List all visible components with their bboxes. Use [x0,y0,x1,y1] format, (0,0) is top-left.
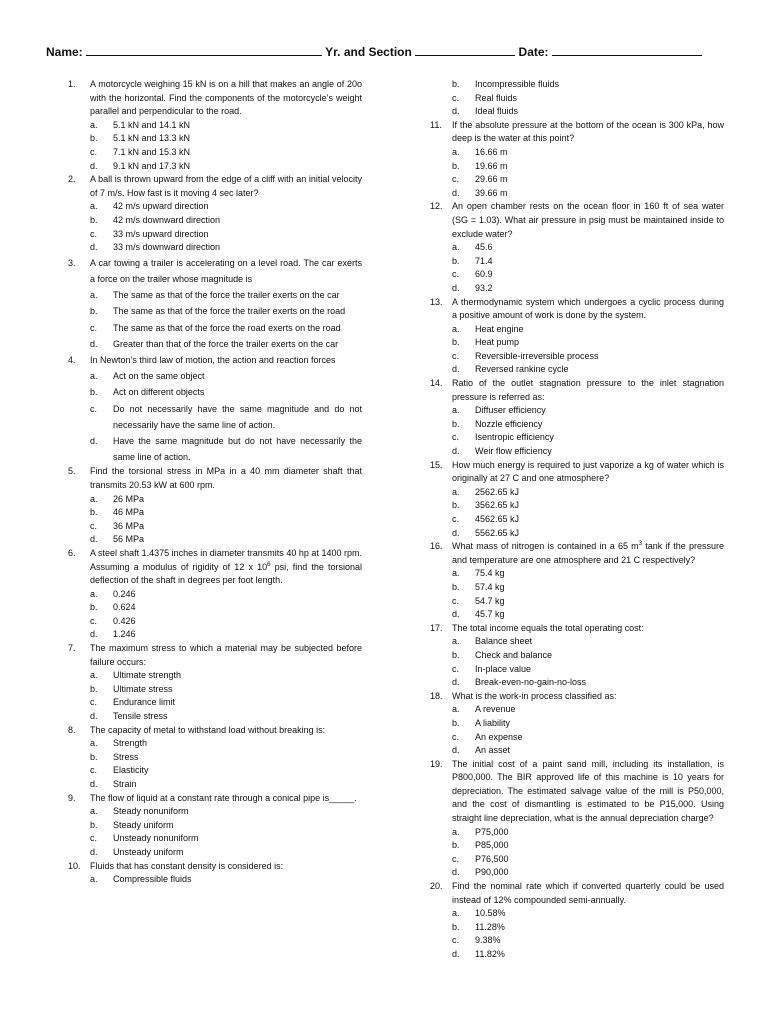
option: a. Ultimate strength [90,670,182,681]
option: c. An expense [452,731,523,742]
option: b. The same as that of the force the trailer exerts on the road [90,306,346,317]
option: a. Strength [90,738,148,749]
option: b. Heat pump [452,337,520,348]
option: c. Unsteady nonuniform [90,833,199,844]
question: 12. An open chamber rests on the ocean floor in 160 ft of sea water (SG = 1.03). What air pressure in psig must be maintained inside to exclude water? [430,201,724,239]
option: a. 75.4 kg [452,568,505,579]
question: 4. In Newton’s third law of motion, the action and reaction forces [68,354,336,365]
question: 15. How much energy is required to just vaporize a kg of water which is originally at 27 C and one atmosphere? [430,459,724,484]
option: d. 11.82% [452,949,505,959]
option: a. A revenue [452,704,516,715]
date-field[interactable] [552,44,702,56]
option: a. 26 MPa [90,493,145,504]
option: d. 93.2 [452,282,493,293]
option: c. 29.66 m [452,174,508,185]
option: c. 36 MPa [90,520,145,531]
option: c. 60.9 [452,269,493,280]
option: a. 0.246 [90,588,136,599]
option: d. Break-even-no-gain-no-loss [452,677,587,688]
option: c. Real fluids [452,92,518,103]
option: b. Ultimate stress [90,683,173,694]
option: b. Nozzle efficiency [452,418,543,429]
question: 9. The flow of liquid at a constant rate through a conical pipe is_____. [68,792,357,803]
option: a. 42 m/s upward direction [90,201,209,212]
option: a. 10.58% [452,908,506,919]
option: b. 3562.65 kJ [452,500,520,511]
option: b. A liability [452,717,511,728]
option: a. Diffuser efficiency [452,405,546,416]
option: c. In-place value [452,663,532,674]
header [46,44,726,59]
option: d. Unsteady uniform [90,846,184,857]
question: 1. A motorcycle weighing 15 kN is on a hill that makes an angle of 20o with the horizontal. Find the components of the motorcycle’s weight parallel and perpendicular to the road. [68,79,362,117]
option: b. 46 MPa [90,507,145,518]
question: 8. The capacity of metal to withstand load without breaking is: [68,724,326,735]
question: 10. Fluids that has constant density is considered is: [68,860,284,871]
option: d. Reversed rankine cycle [452,364,569,375]
option: c. 54.7 kg [452,595,505,606]
option: b. P85,000 [452,840,509,851]
option: c. The same as that of the force the road exerts on the road [90,322,341,333]
left-column [68,78,362,887]
option: a. Act on the same object [90,371,205,382]
option: d. 45.7 kg [452,609,505,620]
option: a. 2562.65 kJ [452,486,520,497]
option: d. Tensile stress [90,711,168,722]
option: a. 5.1 kN and 14.1 kN [90,119,191,130]
question: 16. What mass of nitrogen is contained in a 65 $m^3$ tank if the pressure and temperature are one atmosphere and 21 C respectively? [430,541,724,565]
name-label: Name: [46,45,83,59]
option: b. Incompressible fluids [452,79,560,89]
option: b. 19.66 m [452,160,508,171]
option: c. Endurance limit [90,697,176,708]
option: a. Heat engine [452,323,524,334]
yr-section-label: Yr. and Section [325,45,412,59]
option: c. Elasticity [90,765,149,776]
right-column [430,78,724,962]
option: c. Reversible-irreversible process [452,350,599,361]
option: d. Weir flow efficiency [452,446,552,457]
option: a. P75,000 [452,826,509,837]
question: 18. What is the work-in process classified as: [430,690,617,701]
date-label: Date: [518,45,549,59]
option: c. Isentropic efficiency [452,432,554,443]
option: b. 57.4 kg [452,581,505,592]
option: d. Ideal fluids [452,106,519,117]
option: d. 1.246 [90,629,136,640]
option: c. 33 m/s upward direction [90,228,209,239]
question: 5. Find the torsional stress in MPa in a 40 mm diameter shaft that transmits 20.53 kW at 600 rpm. [68,466,362,490]
option: c. P76,500 [452,853,509,864]
question: 11. If the absolute pressure at the bottom of the ocean is 300 kPa, how deep is the water at this point? [430,119,724,144]
option: a. 45.6 [452,242,493,253]
option: b. 71.4 [452,255,493,266]
option: d. 39.66 m [452,187,508,198]
option: d. Have the same magnitude but do not have necessarily the same line of action. [90,435,362,463]
option: c. 4562.65 kJ [452,514,520,524]
question: 17. The total income equals the total operating cost: [430,622,644,633]
option: c. 9.38% [452,935,501,946]
question: 14. Ratio of the outlet stagnation pressure to the inlet stagnation pressure is referred as: [430,378,724,402]
question: 3. A car towing a trailer is accelerating on a level road. The car exerts a force on the trailer whose magnitude is [68,257,362,284]
question: 19. The initial cost of a paint sand mill, including its installation, is P800,000. The BIR approved life of this machine is 10 years for depreciation. The estimated salvage value of the mill is P50,000, and the cost of dismantling is estimated to be P15,000. Using straight line depreciation, what is the annual depreciation charge? [430,758,724,824]
option: a. Compressible fluids [90,874,192,885]
option: d. 56 MPa [90,534,145,545]
question: 7. The maximum stress to which a material may be subjected before failure occurs: [68,643,362,667]
question: 13. A thermodynamic system which undergoes a cyclic process during a positive amount of work is done by the system. [430,296,724,321]
option: b. Steady uniform [90,819,174,830]
option: a. Steady nonuniform [90,806,189,817]
option: c. 7.1 kN and 15.3 kN [90,146,191,157]
yr-section-field[interactable] [415,44,515,56]
option: d. Greater than that of the force the trailer exerts on the car [90,338,339,349]
question: 2. A ball is thrown upward from the edge of a cliff with an initial velocity of 7 m/s. How fast is it moving 4 sec later? [68,174,362,198]
option: d. 5562.65 kJ [452,527,520,538]
option: b. 5.1 kN and 13.3 kN [90,133,191,144]
option: d. P90,000 [452,867,509,878]
option: a. The same as that of the force the trailer exerts on the car [90,290,340,301]
option: d. An asset [452,745,511,756]
option: b. 42 m/s downward direction [90,214,221,225]
option: c. Do not necessarily have the same magnitude and do not necessarily have the same line of action. [90,403,362,430]
name-field[interactable] [86,44,322,56]
question: 6. A steel shaft 1.4375 inches in diameter transmits 40 hp at 1400 rpm. Assuming a modulus of rigidity of 12 x $10^6$ psi, find the torsional deflection of the shaft in degrees per foot length. [68,547,362,586]
option: c. 0.426 [90,615,136,626]
option: a. Balance sheet [452,636,533,647]
question: 20. Find the nominal rate which if converted quarterly could be used instead of 12% compounded semi-annually. [430,881,724,905]
option: b. Check and balance [452,649,553,660]
option: d. 33 m/s downward direction [90,242,221,253]
option: d. Strain [90,779,137,790]
option: b. 0.624 [90,602,136,613]
option: b. 11.28% [452,921,505,932]
option: d. 9.1 kN and 17.3 kN [90,160,191,171]
option: a. 16.66 m [452,146,508,157]
option: b. Act on different objects [90,387,205,398]
option: b. Stress [90,751,139,762]
